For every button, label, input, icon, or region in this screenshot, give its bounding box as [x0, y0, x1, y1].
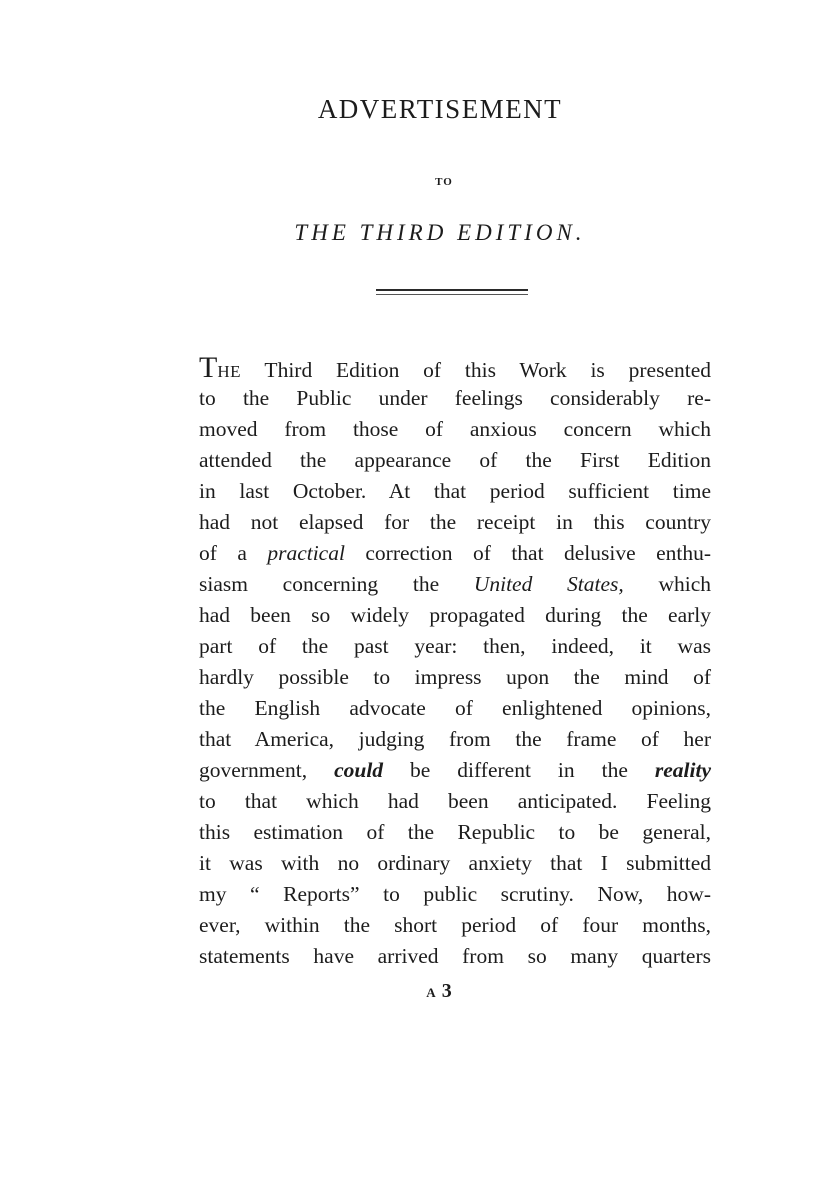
text-line: siasm concerning the United States, which [199, 572, 711, 596]
decorative-rule [376, 289, 528, 298]
text-line: statements have arrived from so many quarters [199, 944, 711, 968]
rule-line-thick [376, 289, 528, 291]
text-line: government, could be different in the reality [199, 758, 711, 782]
text-line: attended the appearance of the First Edition [199, 448, 711, 472]
italic-emphasis: reality [654, 758, 711, 782]
text-line: moved from those of anxious concern which [199, 417, 711, 441]
text-line: in last October. At that period sufficient time [199, 479, 711, 503]
text-line: my “ Reports” to public scrutiny. Now, how- [199, 882, 711, 906]
text-line: this estimation of the Republic to be general, [199, 820, 711, 844]
signature-number: 3 [441, 980, 452, 1002]
text-line: had been so widely propagated during the early [199, 603, 711, 627]
signature-letter: A [426, 985, 436, 1000]
italic-emphasis: practical [267, 541, 345, 565]
body-paragraph [199, 352, 711, 972]
text-line: of a practical correction of that delusive enthu- [199, 541, 712, 565]
text-line: it was with no ordinary anxiety that I submitted [199, 851, 711, 875]
text-line: part of the past year: then, indeed, it was [199, 634, 711, 658]
drop-cap: T [199, 351, 218, 384]
text-line: ever, within the short period of four months, [199, 913, 711, 937]
text-line: had not elapsed for the receipt in this country [199, 510, 711, 534]
rule-line-thin [376, 294, 528, 295]
signature-mark [0, 980, 840, 1003]
italic-emphasis: United States, [473, 572, 624, 596]
text-line: hardly possible to impress upon the mind of [199, 665, 711, 689]
title-connector: TO [435, 176, 453, 188]
edition-subtitle: THE THIRD EDITION. [294, 220, 586, 245]
small-caps: HE [217, 362, 241, 381]
italic-emphasis: could [334, 758, 384, 782]
page-title: ADVERTISEMENT [317, 94, 563, 124]
text-line: to the Public under feelings considerably re- [199, 386, 711, 410]
text-line: to that which had been anticipated. Feeling [199, 789, 711, 813]
text-line: that America, judging from the frame of her [199, 727, 711, 751]
text-line: THE Third Edition of this Work is presented [199, 351, 711, 384]
text-line: the English advocate of enlightened opinions, [199, 696, 711, 720]
